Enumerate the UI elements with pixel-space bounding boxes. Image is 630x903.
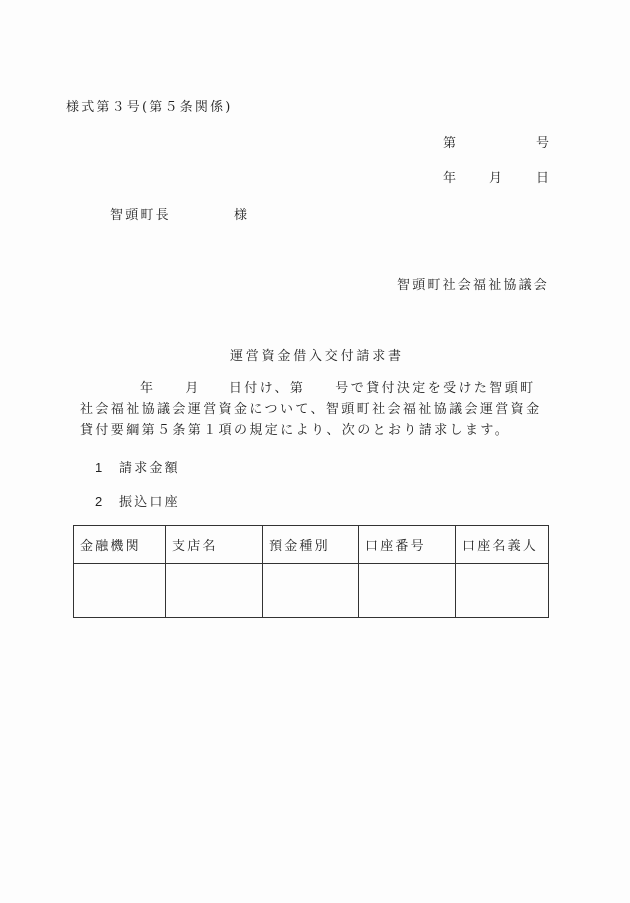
form-label: 様式第３号(第５条関係) (66, 100, 233, 115)
addressee-honorific: 様 (234, 208, 250, 223)
body-day-suffix: 日付け、第 (228, 381, 306, 396)
body-month: 月 (185, 381, 201, 396)
table-row (74, 564, 549, 618)
body-line-2: 社会福祉協議会運営資金について、智頭町社会福祉協議会運営資金 (80, 402, 542, 417)
account-table (73, 525, 549, 618)
header-financial-institution: 金融機関 (74, 526, 166, 564)
item-transfer-account (95, 491, 180, 510)
date-month: 月 (489, 171, 505, 186)
cell-deposit-type[interactable] (263, 564, 359, 618)
document-title: 運営資金借入交付請求書 (230, 349, 404, 364)
cell-financial-institution[interactable] (74, 564, 166, 618)
body-rest: 号で貸付決定を受けた智頭町 (335, 381, 536, 396)
item-label: 振込口座 (119, 495, 180, 510)
item-request-amount (95, 457, 180, 476)
item-number: 2 (95, 494, 105, 509)
addressee-name: 智頭町長 (110, 208, 171, 223)
date-year: 年 (443, 171, 459, 186)
sender-organization: 智頭町社会福祉協議会 (397, 278, 550, 293)
body-line-1 (80, 378, 550, 399)
body-year: 年 (140, 381, 156, 396)
doc-number-prefix: 第 (443, 136, 459, 151)
header-account-number: 口座番号 (359, 526, 456, 564)
cell-account-holder[interactable] (456, 564, 549, 618)
doc-number-suffix: 号 (536, 136, 552, 151)
item-number: 1 (95, 460, 105, 475)
body-line-3: 貸付要綱第５条第１項の規定により、次のとおり請求します。 (80, 423, 511, 438)
table-header-row (74, 526, 549, 564)
date-day: 日 (536, 171, 552, 186)
header-account-holder: 口座名義人 (456, 526, 549, 564)
header-branch-name: 支店名 (166, 526, 263, 564)
header-deposit-type: 預金種別 (263, 526, 359, 564)
cell-branch-name[interactable] (166, 564, 263, 618)
item-label: 請求金額 (119, 461, 180, 476)
request-body (80, 378, 550, 441)
cell-account-number[interactable] (359, 564, 456, 618)
